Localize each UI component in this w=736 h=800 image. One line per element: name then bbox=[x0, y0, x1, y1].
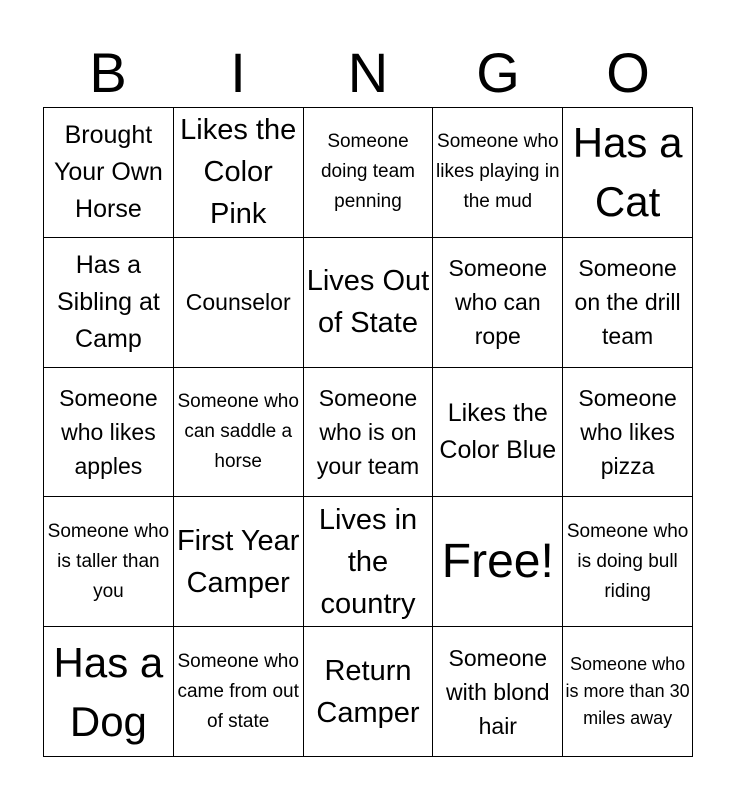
bingo-cell bbox=[563, 238, 693, 368]
free-space bbox=[433, 497, 563, 627]
header-letter-n: N bbox=[347, 41, 389, 104]
cell-text: Someone who is more than 30 miles away bbox=[565, 654, 690, 729]
cell-text: Someone who likes pizza bbox=[578, 384, 677, 479]
cell-text: Someone on the drill team bbox=[574, 255, 681, 350]
cell-text: First Year Camper bbox=[176, 524, 300, 599]
bingo-cell bbox=[563, 627, 693, 757]
cell-text: Someone doing team penning bbox=[320, 131, 415, 213]
cell-text: Someone who is on your team bbox=[316, 384, 420, 479]
bingo-cell bbox=[433, 108, 563, 238]
bingo-cell bbox=[44, 368, 174, 498]
bingo-cell bbox=[44, 108, 174, 238]
cell-text: Lives in the country bbox=[318, 503, 418, 620]
cell-text: Lives Out of State bbox=[306, 265, 430, 340]
cell-text: Brought Your Own Horse bbox=[53, 120, 163, 223]
cell-text: Someone who likes playing in the mud bbox=[436, 131, 560, 213]
cell-text: Return Camper bbox=[316, 654, 420, 729]
bingo-cell bbox=[44, 238, 174, 368]
cell-text: Someone who is doing bull riding bbox=[566, 520, 689, 602]
cell-text: Someone who likes apples bbox=[59, 384, 158, 479]
bingo-cell bbox=[174, 368, 304, 498]
bingo-cell bbox=[563, 497, 693, 627]
cell-text: Has a Cat bbox=[572, 119, 683, 226]
bingo-cell bbox=[304, 627, 434, 757]
cell-text: Likes the Color Pink bbox=[180, 114, 297, 231]
cell-text: Counselor bbox=[185, 289, 291, 316]
bingo-cell bbox=[44, 627, 174, 757]
bingo-cell bbox=[304, 368, 434, 498]
header-letter-i: I bbox=[230, 41, 246, 104]
bingo-cell bbox=[174, 238, 304, 368]
bingo-cell bbox=[304, 108, 434, 238]
bingo-header bbox=[43, 40, 693, 106]
cell-text: Someone who can saddle a horse bbox=[177, 390, 299, 472]
bingo-cell bbox=[174, 108, 304, 238]
bingo-cell bbox=[44, 497, 174, 627]
header-letter-g: G bbox=[476, 41, 520, 104]
cell-text: Someone who came from out of state bbox=[177, 650, 299, 732]
bingo-cell bbox=[563, 108, 693, 238]
bingo-cell bbox=[304, 238, 434, 368]
bingo-cell bbox=[563, 368, 693, 498]
cell-text: Someone with blond hair bbox=[446, 644, 550, 739]
header-letter-b: B bbox=[89, 41, 127, 104]
bingo-cell bbox=[433, 368, 563, 498]
bingo-cell bbox=[174, 497, 304, 627]
bingo-board bbox=[43, 107, 693, 757]
cell-text: Likes the Color Blue bbox=[439, 398, 557, 464]
header-letter-o: O bbox=[606, 41, 650, 104]
bingo-cell bbox=[304, 497, 434, 627]
bingo-cell bbox=[433, 238, 563, 368]
cell-text: Someone who is taller than you bbox=[47, 520, 170, 602]
cell-text: Free! bbox=[441, 534, 554, 588]
bingo-cell bbox=[433, 627, 563, 757]
bingo-cell bbox=[174, 627, 304, 757]
cell-text: Someone who can rope bbox=[448, 255, 548, 350]
cell-text: Has a Dog bbox=[53, 638, 164, 745]
cell-text: Has a Sibling at Camp bbox=[56, 250, 160, 353]
